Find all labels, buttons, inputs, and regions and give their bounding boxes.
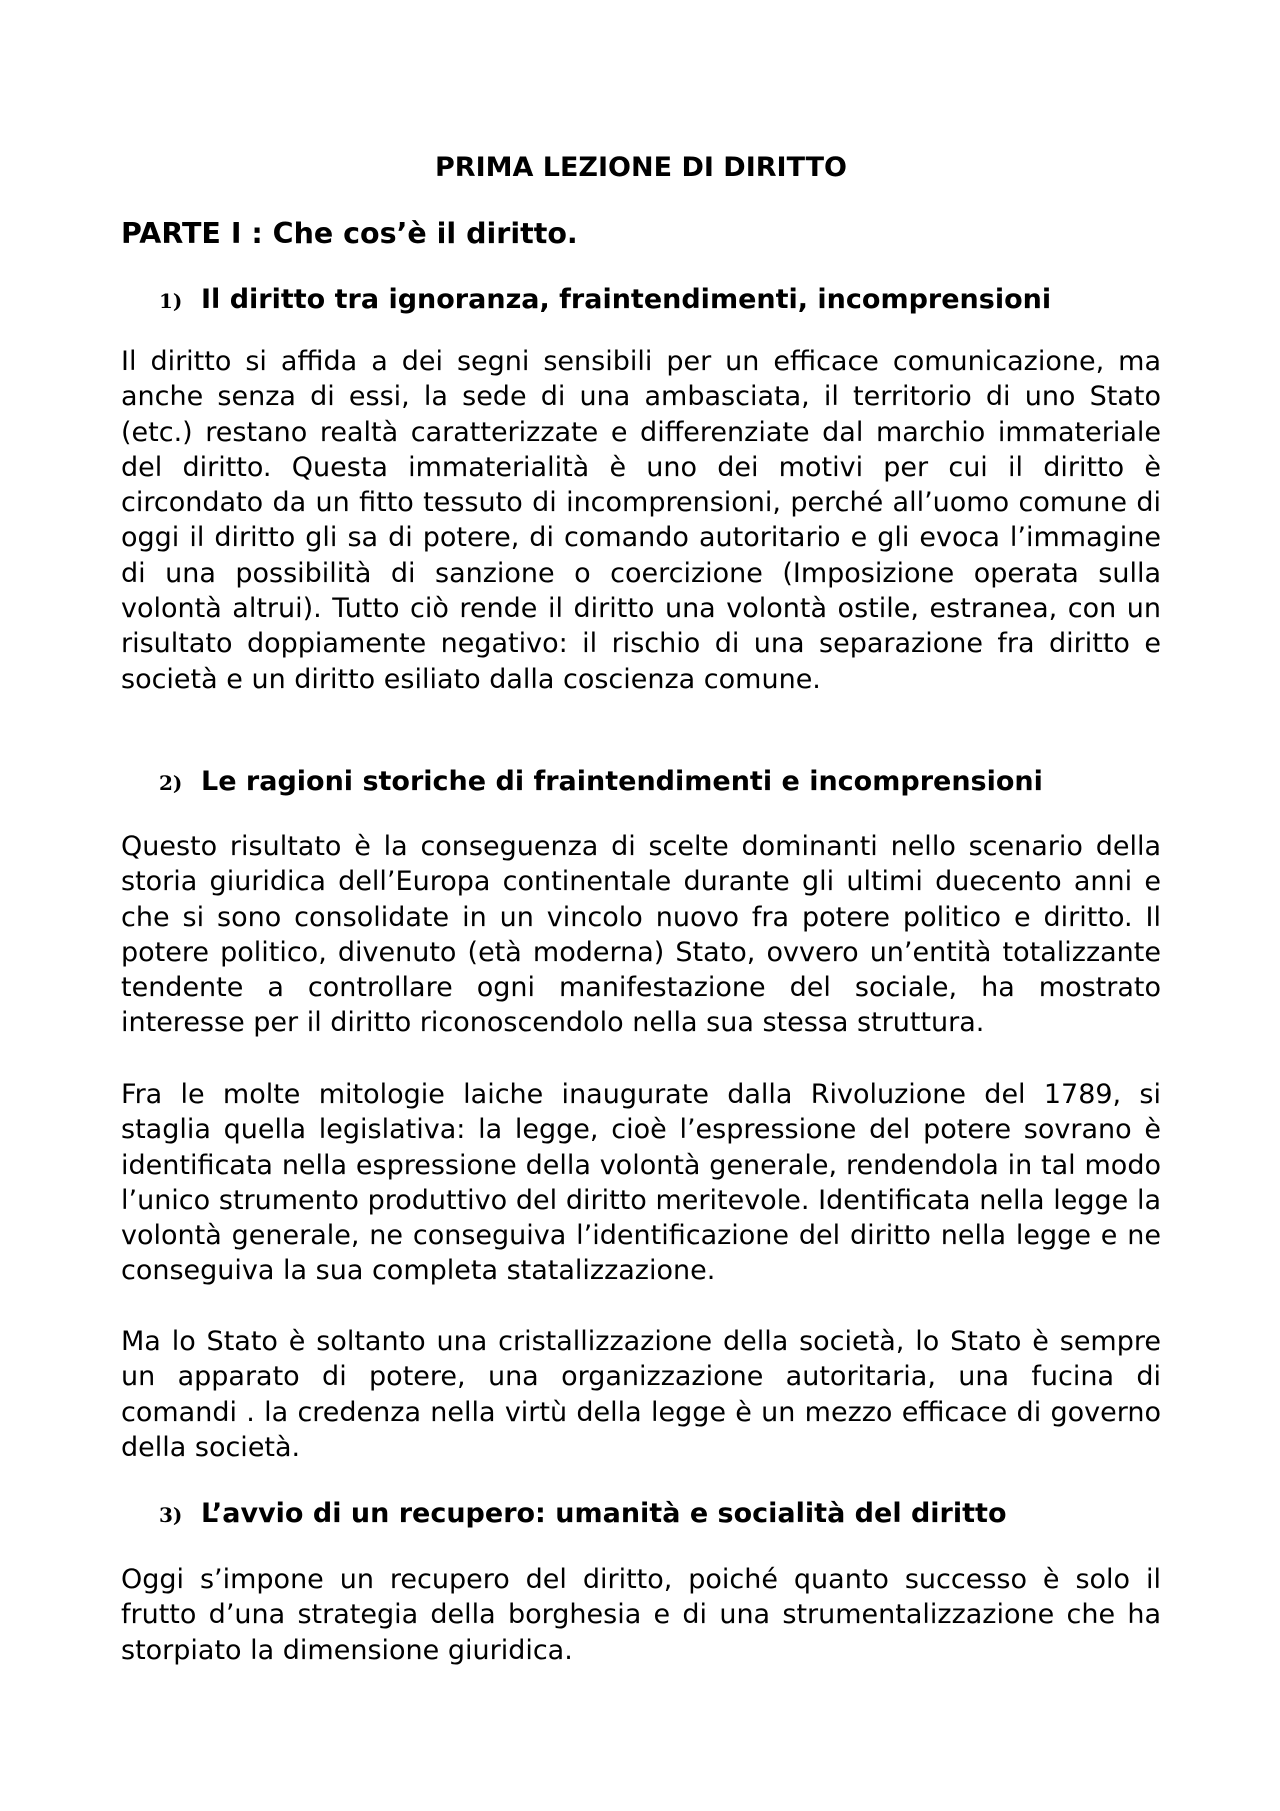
section-1-paragraph-1: Il diritto si affida a dei segni sensibili per un efficace comunicazione, ma anche senza di essi, la sede di una ambasciata, il territorio di uno Stato (etc.) restano realtà caratterizzate e differenziate dal marchio immateriale del diritto. Questa immaterialità è uno dei motivi per cui il diritto è circondato da un fitto tessuto di incomprensioni, perché all’uomo comune di oggi il diritto gli sa di potere, di comando autoritario e gli evoca l’immagine di una possibilità di sanzione o coercizione (Imposizione operata sulla volontà altrui). Tutto ciò rende il diritto una volontà ostile, estranea, con un risultato doppiamente negativo: il rischio di una separazione fra diritto e società e un diritto esiliato dalla coscienza comune. bbox=[121, 346, 1161, 695]
section-heading-2 bbox=[159, 762, 1043, 803]
document-title: PRIMA LEZIONE DI DIRITTO bbox=[434, 152, 847, 183]
section-heading-3 bbox=[159, 1494, 1007, 1535]
section-2-paragraph-2: Fra le molte mitologie laiche inaugurate dalla Rivoluzione del 1789, si staglia quella legislativa: la legge, cioè l’espressione del potere sovrano è identificata nella espressione della volontà generale, rendendola in tal modo l’unico strumento produttivo del diritto meritevole. Identificata nella legge la volontà generale, ne conseguiva l’identificazione del diritto nella legge e ne conseguiva la sua completa statalizzazione. bbox=[121, 1079, 1161, 1287]
section-title: Le ragioni storiche di fraintendimenti e incomprensioni bbox=[201, 766, 1043, 797]
part-heading: PARTE I : Che cos’è il diritto. bbox=[121, 217, 578, 250]
section-number: 1) bbox=[159, 289, 183, 313]
section-title: Il diritto tra ignoranza, fraintendimenti, incomprensioni bbox=[201, 284, 1052, 315]
section-title: L’avvio di un recupero: umanità e socialità del diritto bbox=[201, 1498, 1007, 1529]
section-heading-1 bbox=[159, 280, 1051, 321]
section-2-paragraph-1: Questo risultato è la conseguenza di scelte dominanti nello scenario della storia giuridica dell’Europa continentale durante gli ultimi duecento anni e che si sono consolidate in un vincolo nuovo fra potere politico e diritto. Il potere politico, divenuto (età moderna) Stato, ovvero un’entità totalizzante tendente a controllare ogni manifestazione del sociale, ha mostrato interesse per il diritto riconoscendolo nella sua stessa struttura. bbox=[121, 831, 1161, 1039]
section-number: 2) bbox=[159, 771, 183, 795]
section-number: 3) bbox=[159, 1503, 183, 1527]
section-2-paragraph-3: Ma lo Stato è soltanto una cristallizzazione della società, lo Stato è sempre un apparato di potere, una organizzazione autoritaria, una fucina di comandi . la credenza nella virtù della legge è un mezzo efficace di governo della società. bbox=[121, 1326, 1161, 1463]
section-3-paragraph-1: Oggi s’impone un recupero del diritto, poiché quanto successo è solo il frutto d’una strategia della borghesia e di una strumentalizzazione che ha storpiato la dimensione giuridica. bbox=[121, 1564, 1161, 1666]
